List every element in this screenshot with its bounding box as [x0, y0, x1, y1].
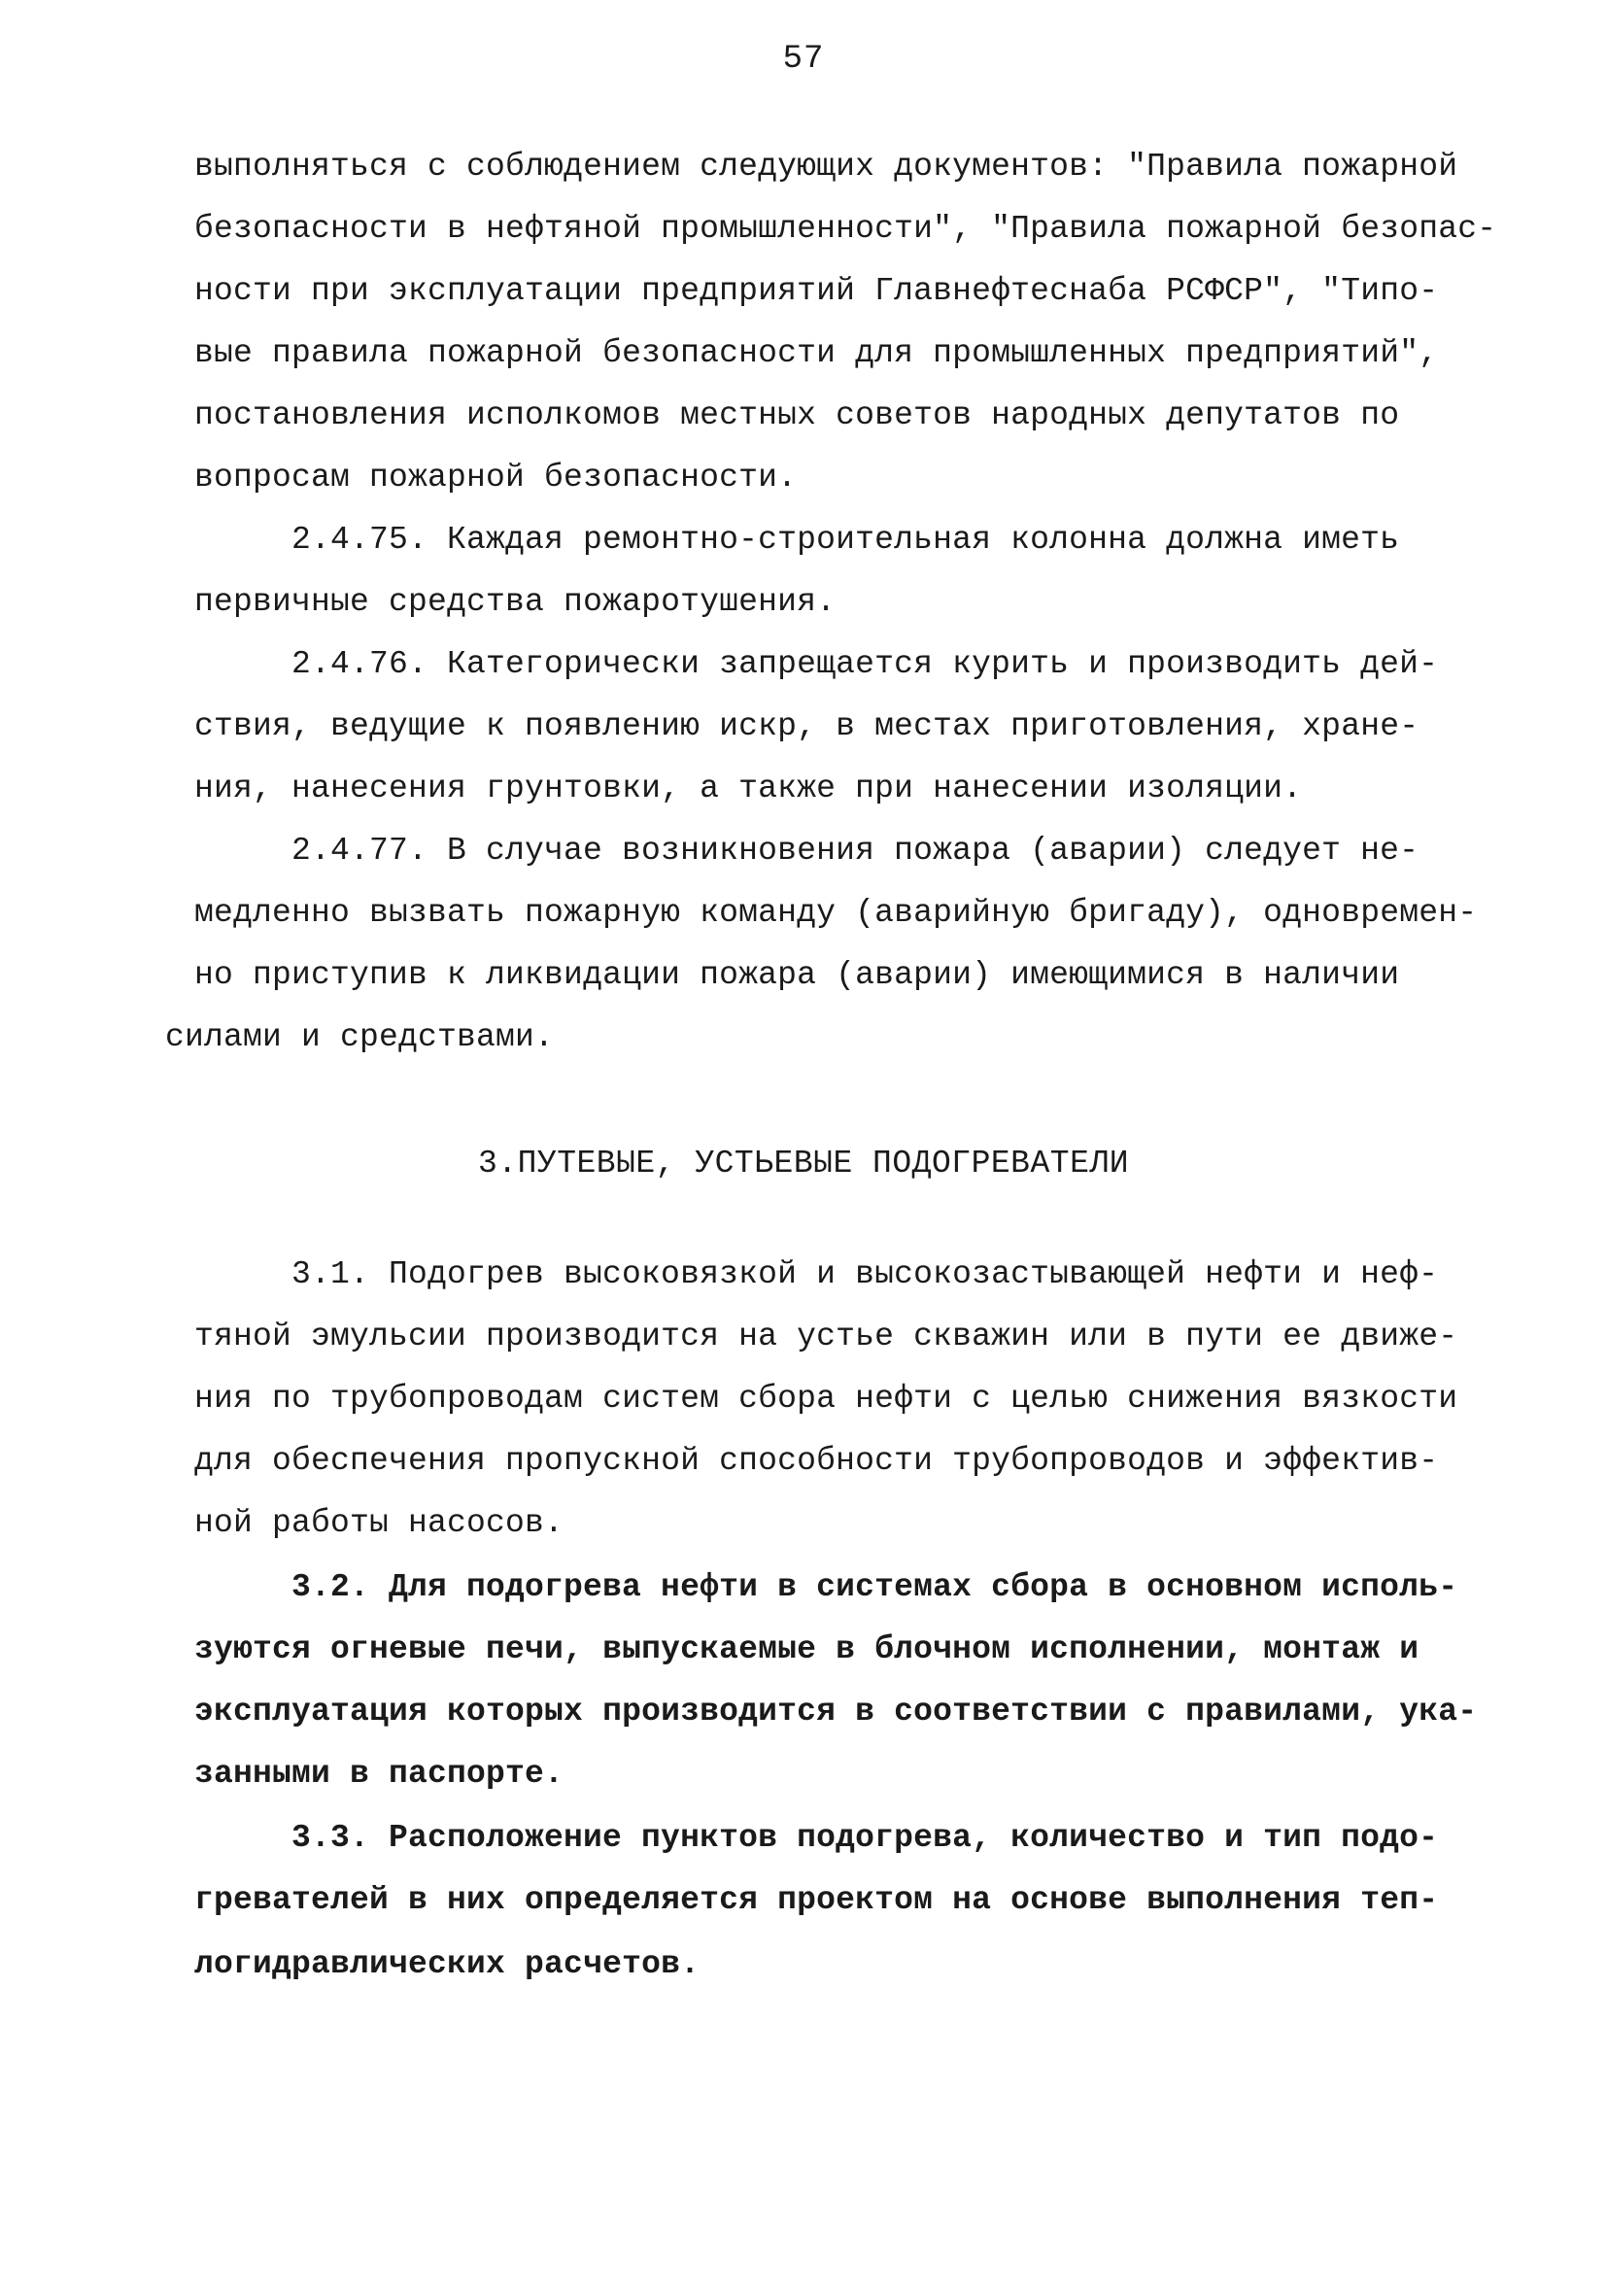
text-line: ной работы насосов. — [194, 1505, 564, 1541]
text-line: 3.1. Подогрев высоковязкой и высокозастывающей нефти и неф- — [291, 1256, 1439, 1292]
text-line: 3.2. Для подогрева нефти в системах сбора в основном исполь- — [291, 1569, 1458, 1605]
text-line: ствия, ведущие к появлению искр, в местах приготовления, хране- — [194, 708, 1419, 744]
text-line: 3.3. Расположение пунктов подогрева, количество и тип подо- — [291, 1820, 1439, 1856]
section-heading: 3.ПУТЕВЫЕ, УСТЬЕВЫЕ ПОДОГРЕВАТЕЛИ — [477, 1146, 1129, 1182]
text-line: 2.4.75. Каждая ремонтно-строительная колонна должна иметь — [291, 522, 1400, 558]
text-line: тяной эмульсии производится на устье скважин или в пути ее движе- — [194, 1319, 1458, 1354]
text-line: ности при эксплуатации предприятий Главнефтеснаба РСФСР", "Типо- — [194, 273, 1439, 309]
text-line: выполняться с соблюдением следующих документов: "Правила пожарной — [194, 149, 1458, 185]
text-line: занными в паспорте. — [194, 1756, 564, 1792]
text-line: вые правила пожарной безопасности для промышленных предприятий", — [194, 335, 1439, 371]
page-number: 57 — [782, 41, 825, 78]
text-line: безопасности в нефтяной промышленности", "Правила пожарной безопас- — [194, 211, 1497, 247]
text-line: силами и средствами. — [165, 1019, 555, 1055]
text-line: для обеспечения пропускной способности трубопроводов и эффектив- — [194, 1443, 1439, 1479]
text-line: гревателей в них определяется проектом на основе выполнения теп- — [194, 1882, 1439, 1918]
text-line: ния, нанесения грунтовки, а также при нанесении изоляции. — [194, 771, 1303, 806]
text-line: но приступив к ликвидации пожара (аварии) имеющимися в наличии — [194, 957, 1400, 993]
text-line: медленно вызвать пожарную команду (аварийную бригаду), одновремен- — [194, 895, 1478, 931]
text-line: вопросам пожарной безопасности. — [194, 460, 798, 496]
text-line: ния по трубопроводам систем сбора нефти с целью снижения вязкости — [194, 1381, 1458, 1417]
text-line: эксплуатация которых производится в соответствии с правилами, ука- — [194, 1694, 1478, 1730]
text-line: 2.4.76. Категорически запрещается курить и производить дей- — [291, 646, 1439, 682]
text-line: логидравлических расчетов. — [194, 1946, 701, 1982]
text-line: 2.4.77. В случае возникновения пожара (аварии) следует не- — [291, 833, 1419, 869]
text-line: постановления исполкомов местных советов народных депутатов по — [194, 397, 1400, 433]
text-line: первичные средства пожаротушения. — [194, 584, 837, 620]
text-line: зуются огневые печи, выпускаемые в блочном исполнении, монтаж и — [194, 1631, 1419, 1667]
